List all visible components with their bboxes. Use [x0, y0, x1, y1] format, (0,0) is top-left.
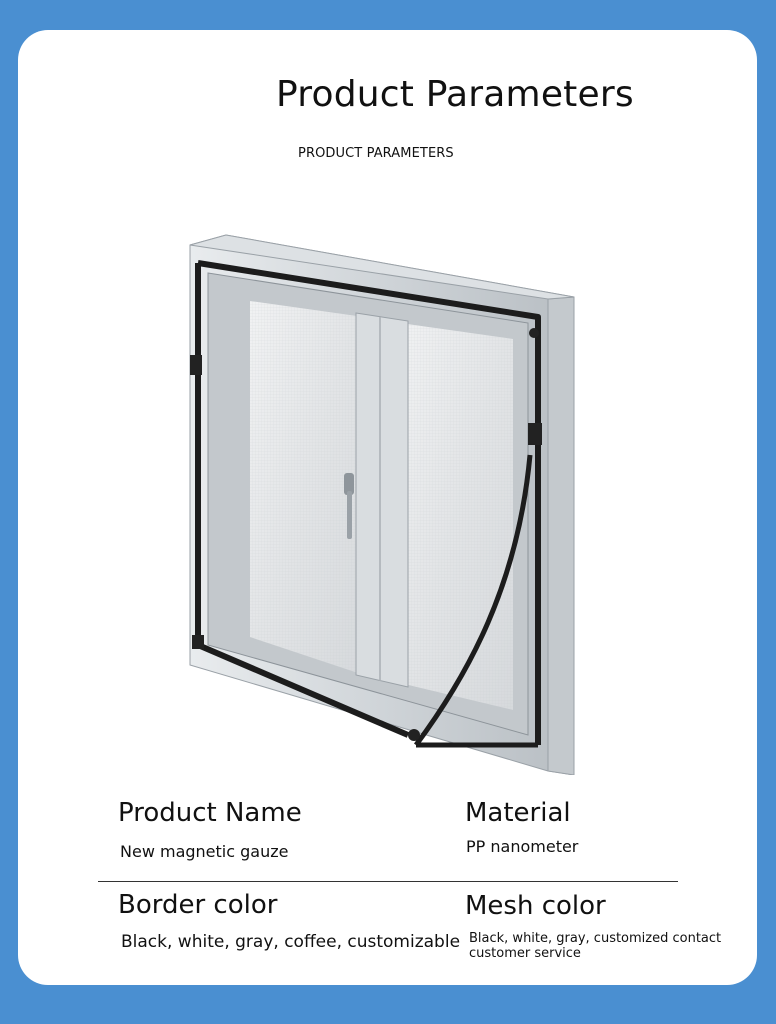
- material-value: PP nanometer: [466, 837, 579, 856]
- magnetic-window-screen-illustration: [168, 205, 588, 775]
- mesh-color-value: Black, white, gray, customized contact customer service: [469, 931, 722, 961]
- page-title: Product Parameters: [276, 74, 634, 115]
- border-color-value: Black, white, gray, coffee, customizable: [121, 932, 461, 952]
- divider: [98, 881, 678, 882]
- material-label: Material: [465, 798, 571, 828]
- mesh-color-label: Mesh color: [465, 891, 606, 921]
- border-color-label: Border color: [118, 890, 278, 920]
- product-name-label: Product Name: [118, 798, 302, 828]
- page-subtitle: PRODUCT PARAMETERS: [298, 146, 454, 161]
- product-card: [18, 30, 757, 985]
- product-name-value: New magnetic gauze: [120, 842, 289, 861]
